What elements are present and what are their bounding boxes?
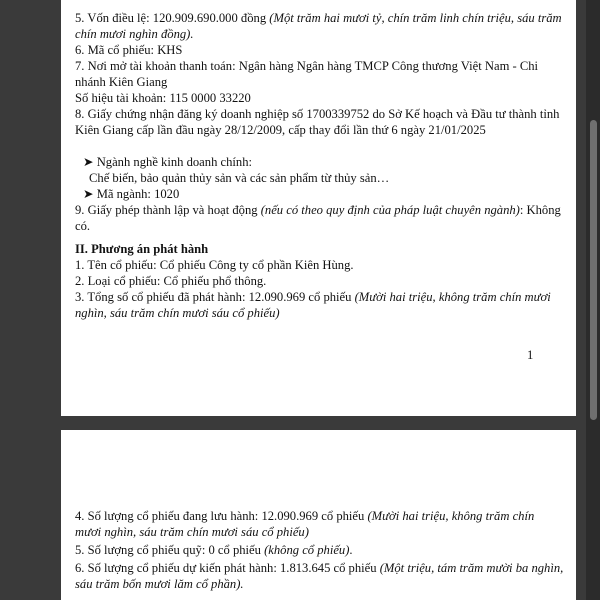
text: 2. Loại cổ phiếu: Cổ phiếu phổ thông. xyxy=(75,274,267,288)
page-number: 1 xyxy=(527,348,534,362)
text-line xyxy=(75,508,534,524)
italic-text: mươi nghìn, sáu trăm chín mươi sáu cổ phiếu) xyxy=(75,525,309,539)
text-line xyxy=(75,58,538,74)
text: 1. Tên cổ phiếu: Cổ phiếu Công ty cổ phần Kiên Hùng. xyxy=(75,258,354,272)
italic-text: nghìn, sáu trăm chín mươi sáu cổ phiếu) xyxy=(75,306,280,320)
bullet-industry-code: ➤ Mã ngành: 1020 xyxy=(83,187,180,201)
text: 7. Nơi mở tài khoản thanh toán: Ngân hàng Ngân hàng TMCP Công thương Việt Nam - Chi xyxy=(75,59,539,73)
italic-text: (nếu có theo quy định của pháp luật chuyên ngành) xyxy=(260,203,520,217)
italic-text: (không cổ phiếu) xyxy=(264,543,350,557)
text: 6. Số lượng cổ phiếu dự kiến phát hành: 1.813.645 cổ phiếu xyxy=(75,561,380,575)
bullet-business-line: ➤ Ngành nghề kinh doanh chính: xyxy=(83,155,252,169)
text: 8. Giấy chứng nhận đăng ký doanh nghiệp số 1700339752 do Sở Kế hoạch và Đầu tư thành tỉnh xyxy=(75,107,560,121)
text: có. xyxy=(75,219,91,233)
text-line xyxy=(75,257,354,273)
text: : Không xyxy=(519,203,561,217)
text-line xyxy=(75,74,167,90)
text-line xyxy=(75,542,353,558)
text-line xyxy=(75,202,561,218)
text-line xyxy=(75,524,309,540)
text: nhánh Kiên Giang xyxy=(75,75,168,89)
bullet-industry-code-text: Mã ngành: 1020 xyxy=(96,187,180,201)
text: Kiên Giang cấp lần đầu ngày 28/12/2009, cấp thay đổi lần thứ 6 ngày 21/01/2025 xyxy=(75,123,486,137)
text-line xyxy=(75,289,551,305)
italic-text: sáu trăm bốn mươi lăm cổ phần). xyxy=(75,577,244,591)
text-line xyxy=(75,305,280,321)
text-line xyxy=(89,170,389,186)
text-line xyxy=(75,218,90,234)
italic-text: (Một triệu, tám trăm mười ba nghìn, xyxy=(379,561,564,575)
text: 5. Số lượng cổ phiếu quỹ: 0 cổ phiếu xyxy=(75,543,265,557)
section-heading: II. Phương án phát hành xyxy=(75,242,209,256)
text-line xyxy=(75,106,559,122)
italic-text: (Một trăm hai mươi tỷ, chín trăm linh chín triệu, sáu trăm xyxy=(269,11,562,25)
text-line xyxy=(75,576,244,592)
text: 9. Giấy phép thành lập và hoạt động xyxy=(75,203,261,217)
scrollbar-thumb[interactable] xyxy=(590,120,597,420)
text: Chế biến, bảo quản thủy sản và các sản phẩm từ thủy sản… xyxy=(89,171,390,185)
italic-text: chín mươi nghìn đồng). xyxy=(75,27,194,41)
text-line xyxy=(75,560,563,576)
italic-text: (Mười hai triệu, không trăm chín mươi xyxy=(354,290,551,304)
text-line xyxy=(75,122,486,138)
text-line xyxy=(75,10,562,26)
text: 5. Vốn điều lệ: 120.909.690.000 đồng xyxy=(75,11,270,25)
text: 3. Tổng số cổ phiếu đã phát hành: 12.090.969 cổ phiếu xyxy=(75,290,355,304)
text-line xyxy=(75,273,266,289)
scrollbar[interactable] xyxy=(586,0,600,600)
italic-text: (Mười hai triệu, không trăm chín xyxy=(367,509,535,523)
account-number: Số hiệu tài khoản: 115 0000 33220 xyxy=(75,91,251,105)
text: . xyxy=(349,543,353,557)
text: 6. Mã cổ phiếu: KHS xyxy=(75,43,183,57)
document-page-2 xyxy=(61,430,576,600)
document-page-1 xyxy=(61,0,576,416)
text-line xyxy=(75,42,182,58)
text: 4. Số lượng cổ phiếu đang lưu hành: 12.090.969 cổ phiếu xyxy=(75,509,368,523)
bullet-business-line-text: Ngành nghề kinh doanh chính: xyxy=(96,155,252,169)
text-line xyxy=(75,26,194,42)
